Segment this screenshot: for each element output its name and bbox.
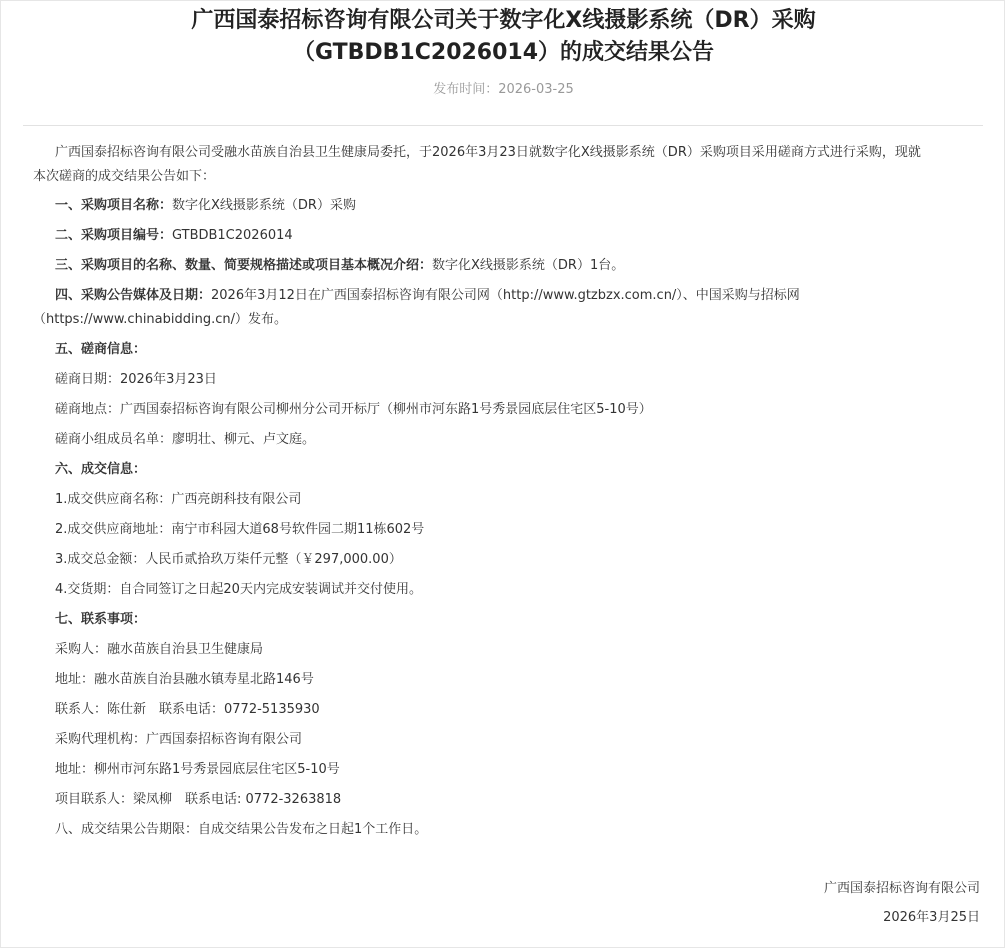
section-value: 2026年3月12日在广西国泰招标咨询有限公司网（http://www.gtzbzx.com.cn/）、中国采购与招标网 [211,288,800,303]
title-line-2: （GTBDB1C2026014）的成交结果公告 [292,40,715,65]
negotiation-members: 磋商小组成员名单：廖明壮、柳元、卢文庭。 [55,432,316,447]
signature-date: 2026年3月25日 [883,910,980,925]
page-title [1,5,1006,69]
publish-time [1,81,1006,99]
contact-agency: 采购代理机构：广西国泰招标咨询有限公司 [55,732,303,747]
negotiation-date: 磋商日期：2026年3月23日 [55,372,217,387]
section-label: 四、采购公告媒体及日期： [55,288,212,303]
intro-line-1: 广西国泰招标咨询有限公司受融水苗族自治县卫生健康局委托，于2026年3月23日就数字化X线摄影系统（DR）采购项目采用磋商方式进行采购，现就 [55,145,921,160]
deal-amount: 3.成交总金额：人民币贰拾玖万柒仟元整（￥297,000.00） [55,552,402,567]
signature-org: 广西国泰招标咨询有限公司 [823,881,980,896]
negotiation-place: 磋商地点：广西国泰招标咨询有限公司柳州分公司开标厅（柳州市河东路1号秀景园底层住宅区5-10号） [55,402,652,417]
section-label: 一、采购项目名称： [55,198,173,213]
section-announcement-period: 八、成交结果公告期限：自成交结果公告发布之日起1个工作日。 [55,822,428,837]
contact-agency-person: 项目联系人：梁凤柳 联系电话: 0772-3263818 [55,792,342,807]
contact-buyer: 采购人：融水苗族自治县卫生健康局 [55,642,264,657]
section-project-name [55,193,1007,219]
section-project-overview [55,253,1007,279]
header-divider [23,125,983,126]
section-announcement-media [55,283,1007,309]
publish-time-value: 2026-03-25 [498,82,574,97]
deal-supplier: 1.成交供应商名称：广西亮朗科技有限公司 [55,492,302,507]
contact-buyer-address: 地址：融水苗族自治县融水镇寿星北路146号 [55,672,314,687]
intro-line-2: 本次磋商的成交结果公告如下： [33,169,216,184]
section-value: 数字化X线摄影系统（DR）采购 [172,198,356,213]
section-value: GTBDB1C2026014 [172,228,293,243]
contact-buyer-person: 联系人：陈仕新 联系电话：0772-5135930 [55,702,320,717]
section-deal-heading: 六、成交信息： [55,462,147,477]
section-label: 三、采购项目的名称、数量、简要规格描述或项目基本概况介绍： [55,258,433,273]
section-project-number [55,223,1007,249]
section-contact-heading: 七、联系事项： [55,612,147,627]
section-value: 数字化X线摄影系统（DR）1台。 [432,258,625,273]
deal-delivery: 4.交货期：自合同签订之日起20天内完成安装调试并交付使用。 [55,582,422,597]
publish-time-label: 发布时间： [433,82,499,97]
section-announcement-media-cont: （https://www.chinabidding.cn/）发布。 [33,312,288,327]
title-line-1: 广西国泰招标咨询有限公司关于数字化X线摄影系统（DR）采购 [191,8,816,33]
deal-supplier-address: 2.成交供应商地址：南宁市科园大道68号软件园二期11栋602号 [55,522,425,537]
contact-agency-address: 地址：柳州市河东路1号秀景园底层住宅区5-10号 [55,762,340,777]
section-negotiation-heading: 五、磋商信息： [55,342,147,357]
section-label: 二、采购项目编号： [55,228,173,243]
